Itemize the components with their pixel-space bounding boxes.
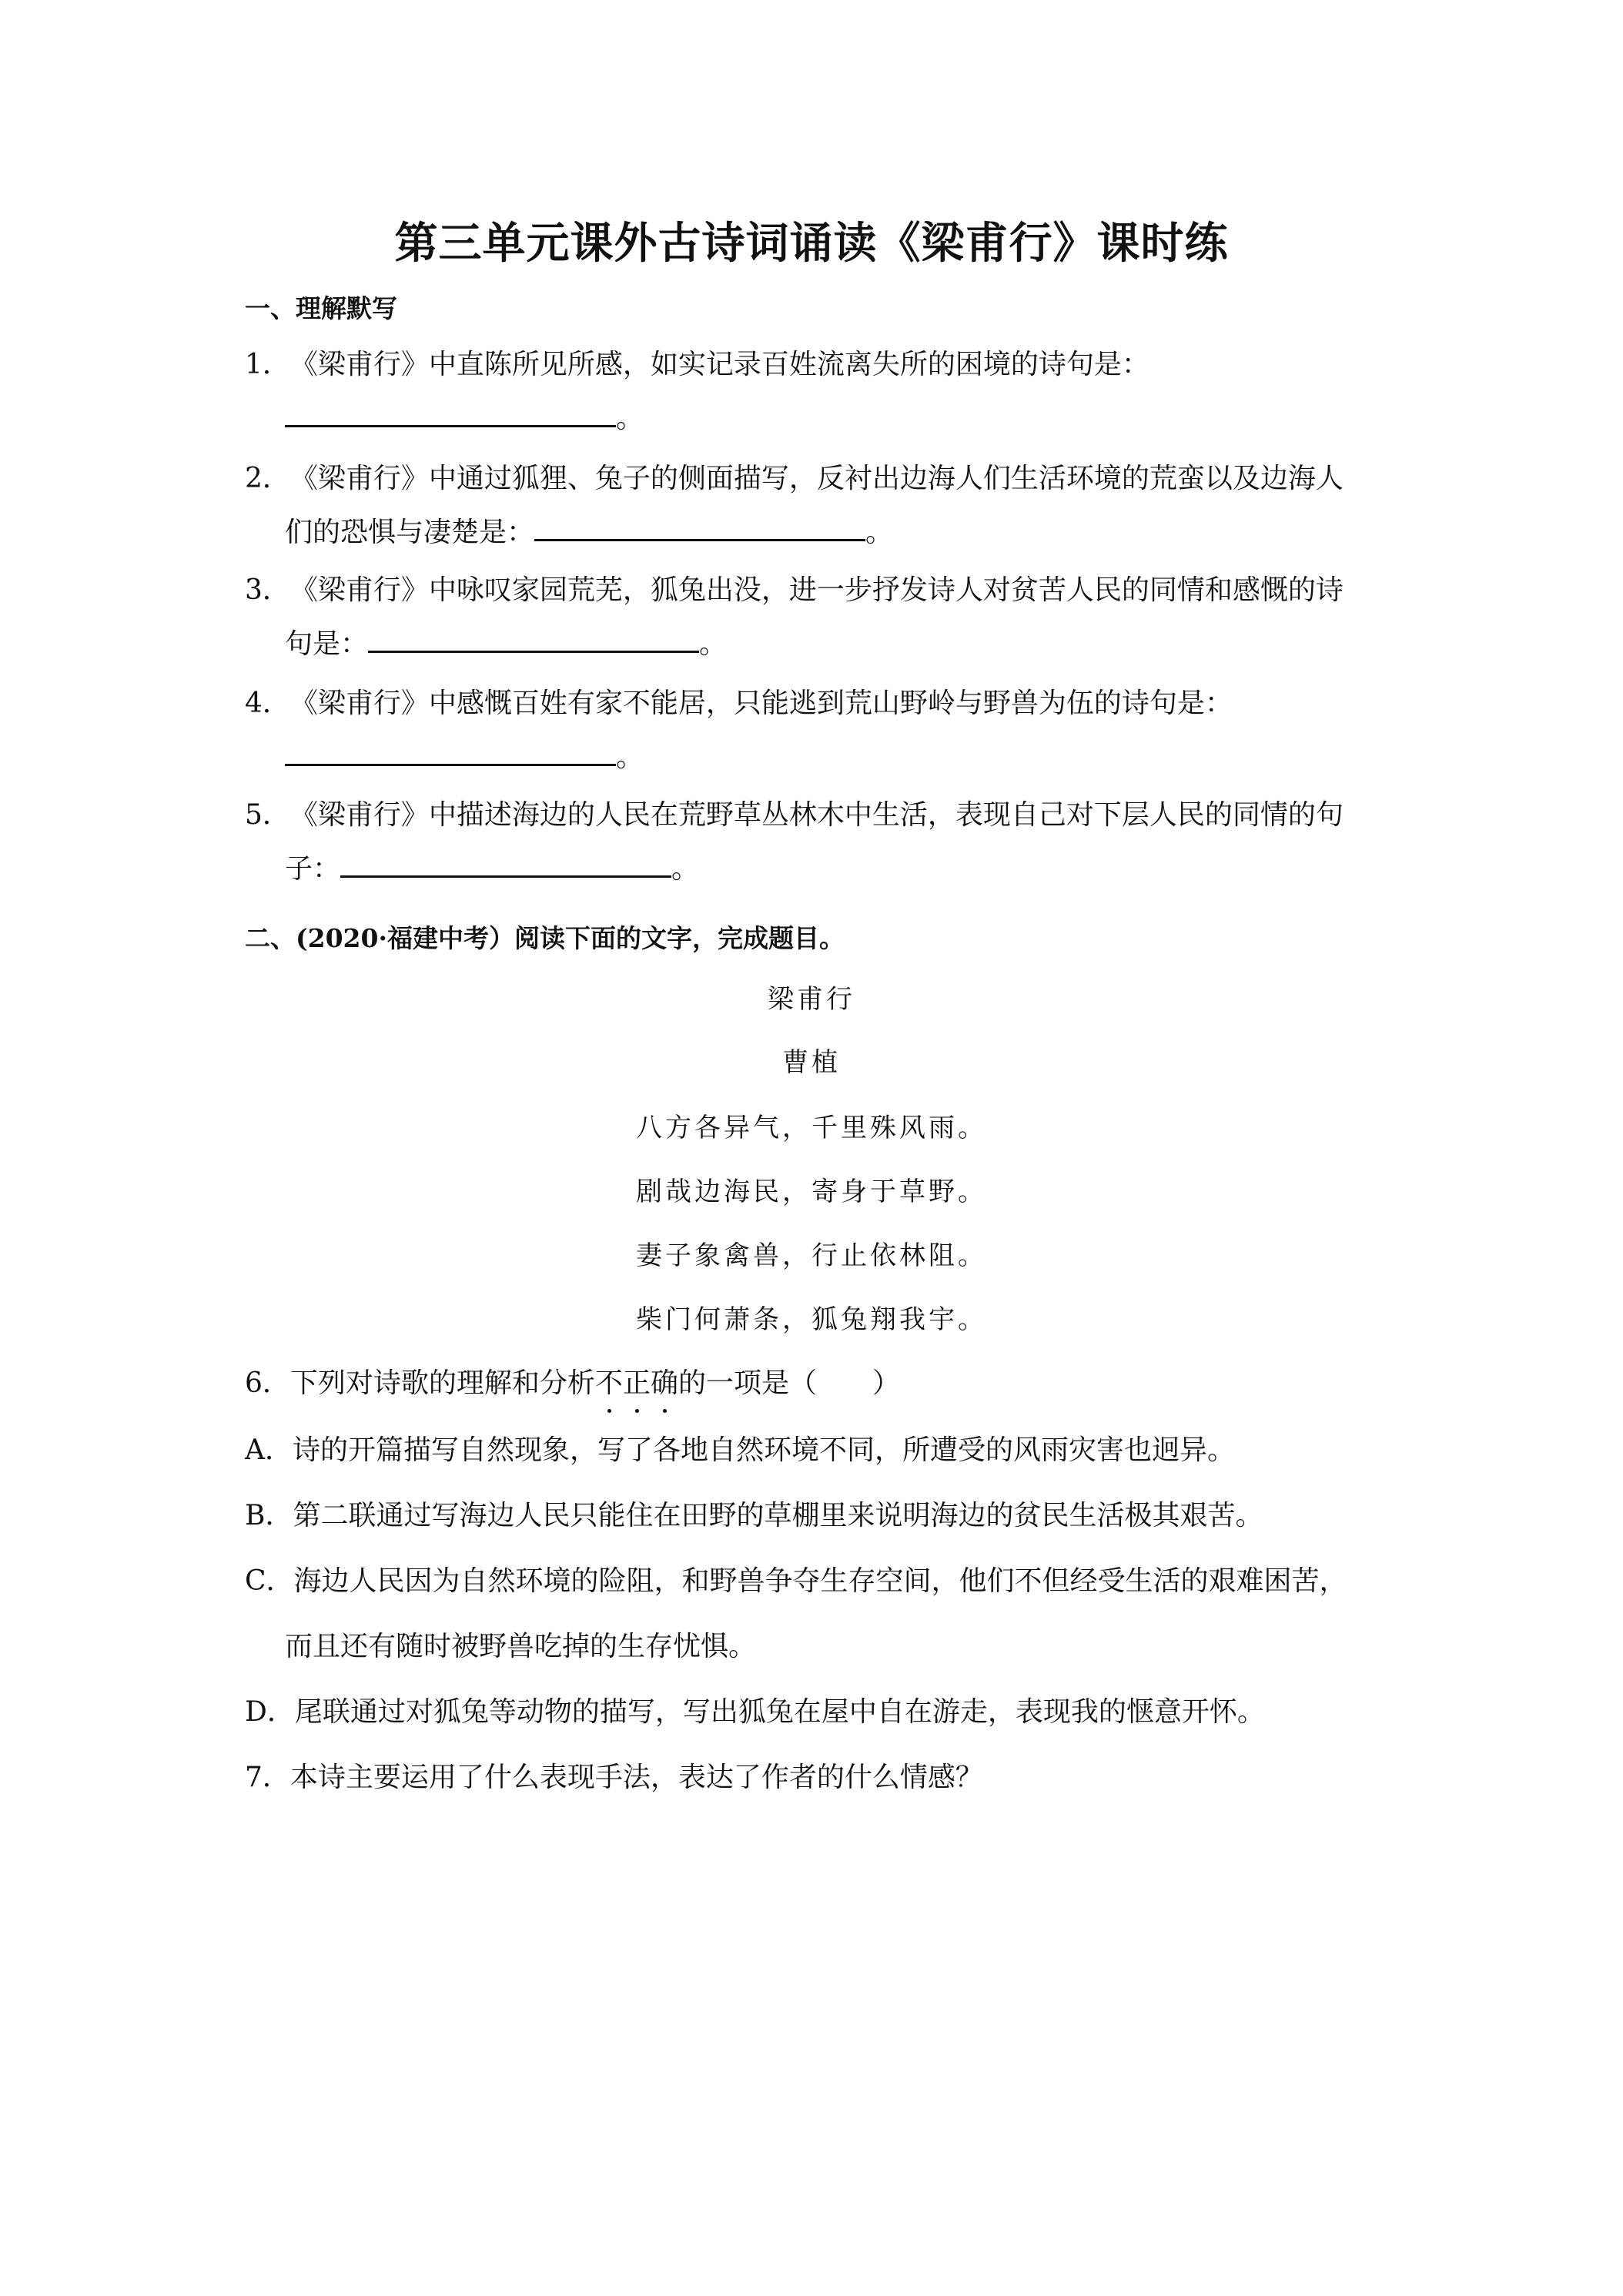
question-5-line-1	[245, 793, 1344, 832]
question-4-answer-line	[285, 735, 644, 775]
question-number: 7．	[245, 1762, 290, 1793]
answer-blank[interactable]	[534, 514, 865, 541]
answer-blank[interactable]	[285, 400, 616, 427]
question-3-line-1	[245, 568, 1344, 607]
period: 。	[865, 517, 894, 548]
period: 。	[616, 741, 644, 773]
question-2-line-2	[285, 510, 893, 550]
question-text: 们的恐惧与凄楚是：	[285, 517, 535, 548]
poem-title: 梁甫行	[768, 984, 855, 1015]
answer-blank[interactable]	[340, 851, 671, 878]
question-text: 子：	[285, 853, 341, 885]
question-text: 《梁甫行》中咏叹家园荒芜，狐兔出没，进一步抒发诗人对贫苦人民的同情和感慨的诗	[289, 574, 1344, 606]
period: 。	[699, 628, 728, 660]
poem-line: 妻子象禽兽，行止依林阻。	[636, 1240, 987, 1271]
option-d[interactable]: D．尾联通过对狐兔等动物的描写，写出狐兔在屋中自在游走，表现我的惬意开怀。	[245, 1696, 1265, 1728]
option-a[interactable]: A．诗的开篇描写自然现象，写了各地自然环境不同，所遭受的风雨灾害也迥异。	[245, 1434, 1235, 1466]
question-text: 《梁甫行》中直陈所见所感，如实记录百姓流离失所的困境的诗句是：	[289, 349, 1149, 380]
question-number: 5．	[245, 799, 290, 831]
question-1-answer-line	[285, 397, 644, 436]
option-c-line-2: 而且还有随时被野兽吃掉的生存忧惧。	[285, 1631, 757, 1662]
answer-blank[interactable]	[285, 739, 616, 766]
question-6	[245, 1361, 900, 1401]
option-c-line-1[interactable]: C．海边人民因为自然环境的险阻，和野兽争夺生存空间，他们不但经受生活的艰难困苦，	[245, 1565, 1347, 1597]
page-title: 第三单元课外古诗词诵读《梁甫行》课时练	[394, 218, 1229, 269]
question-number: 6．	[245, 1367, 290, 1399]
poem-line: 柴门何萧条，狐兔翔我宇。	[636, 1304, 987, 1335]
question-2-line-1	[245, 457, 1344, 496]
question-1-line-1	[245, 343, 1149, 382]
question-text: 句是：	[285, 628, 369, 660]
emphasis-char: 正	[623, 1361, 651, 1401]
question-text: 下列对诗歌的理解和分析	[289, 1367, 595, 1399]
emphasis-char: 确	[651, 1361, 678, 1401]
question-number: 1．	[245, 349, 290, 380]
emphasis-char: 不	[595, 1361, 623, 1401]
question-number: 3．	[245, 574, 290, 606]
option-b[interactable]: B．第二联通过写海边人民只能住在田野的草棚里来说明海边的贫民生活极其艰苦。	[245, 1500, 1263, 1531]
question-text: 《梁甫行》中感慨百姓有家不能居，只能逃到荒山野岭与野兽为伍的诗句是：	[289, 688, 1233, 719]
question-5-line-2	[285, 847, 699, 886]
poem-line: 剧哉边海民，寄身于草野。	[636, 1176, 987, 1207]
period: 。	[671, 853, 700, 885]
question-number: 2．	[245, 463, 290, 494]
period: 。	[616, 403, 644, 434]
question-number: 4．	[245, 688, 290, 719]
question-7	[245, 1755, 983, 1795]
question-text: 本诗主要运用了什么表现手法，表达了作者的什么情感？	[289, 1762, 983, 1793]
poem-author: 曹植	[782, 1047, 841, 1078]
question-text: 《梁甫行》中通过狐狸、兔子的侧面描写，反衬出边海人们生活环境的荒蛮以及边海人	[289, 463, 1344, 494]
question-4-line-1	[245, 681, 1233, 721]
section-heading-2: 二、(2020·福建中考）阅读下面的文字，完成题目。	[245, 923, 845, 953]
question-3-line-2	[285, 622, 727, 661]
question-text: 《梁甫行》中描述海边的人民在荒野草丛林木中生活，表现自己对下层人民的同情的句	[289, 799, 1344, 831]
poem-line: 八方各异气，千里殊风雨。	[636, 1113, 987, 1143]
question-text: 的一项是（ ）	[678, 1367, 900, 1399]
section-heading-1: 一、理解默写	[245, 293, 397, 323]
answer-blank[interactable]	[368, 626, 699, 653]
